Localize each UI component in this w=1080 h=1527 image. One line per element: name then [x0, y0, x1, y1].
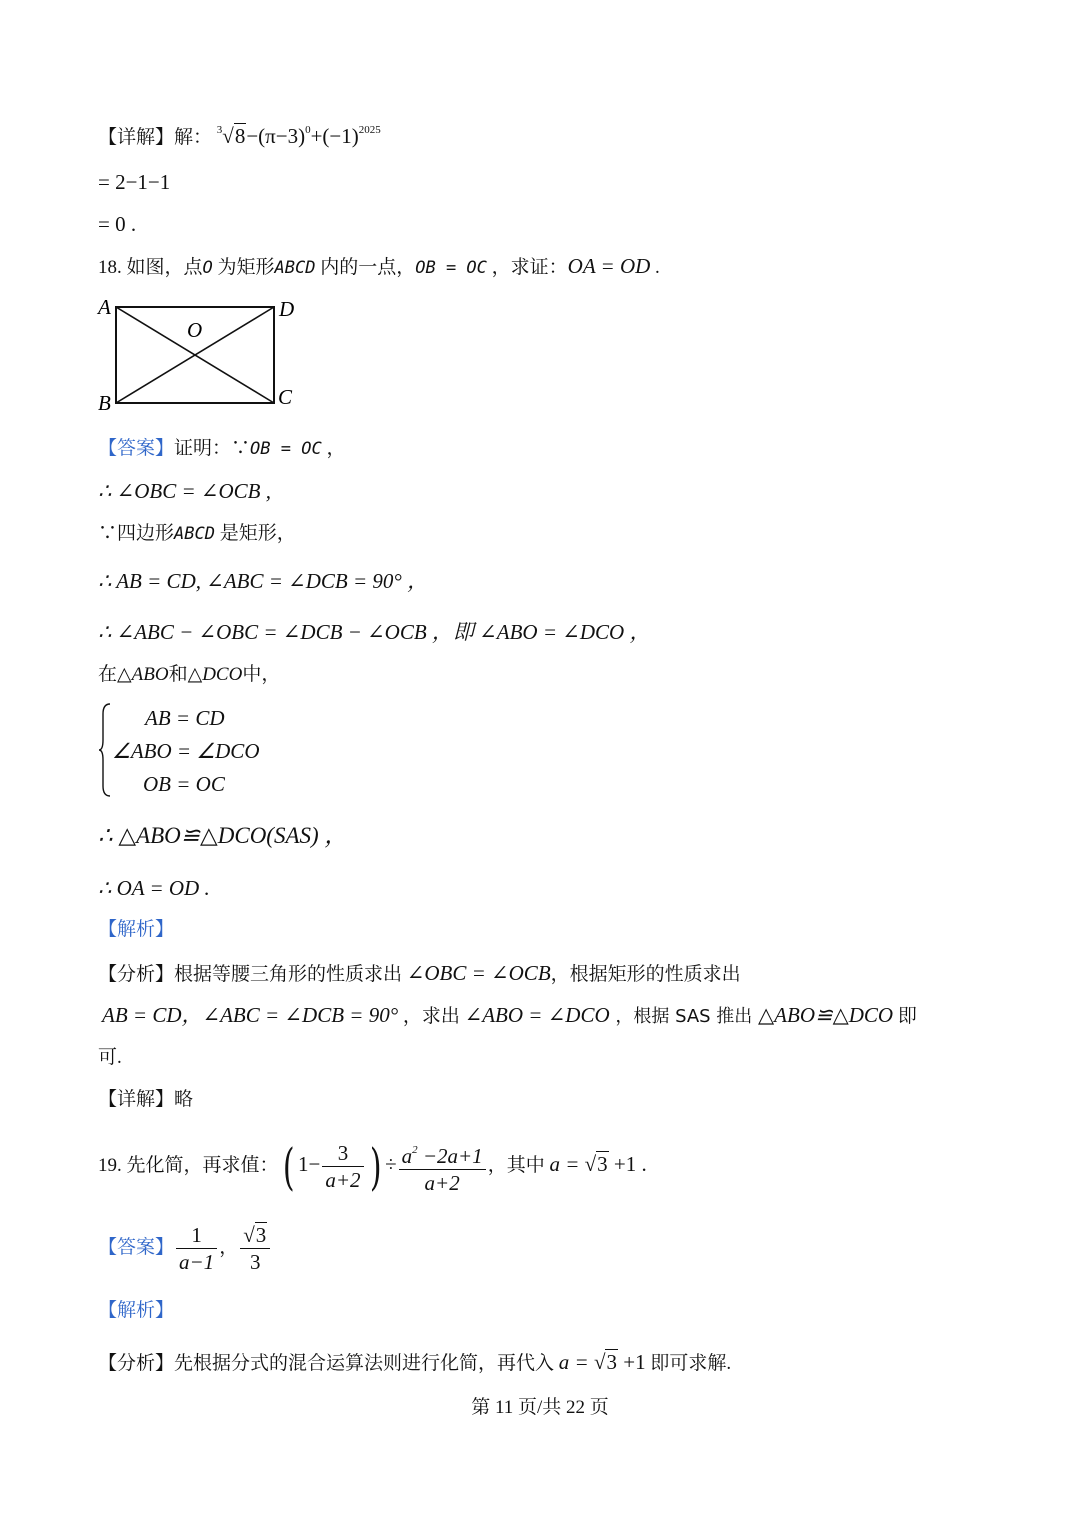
- q19-fraction-2: [399, 1137, 486, 1196]
- fx2-c: ∠ABO = ∠DCO: [464, 1003, 610, 1027]
- fx4-e: 即可求解.: [645, 1353, 732, 1374]
- fx2-f: 即: [893, 1006, 917, 1027]
- fx4-sqrt-sign: √: [593, 1350, 606, 1374]
- q19-f1-den: a+2: [325, 1168, 361, 1193]
- fx2-b: ，求出: [398, 1006, 465, 1027]
- q18-end: .: [650, 257, 660, 278]
- q18-abcd: ABCD: [274, 258, 316, 278]
- detail-line-2: [98, 1088, 193, 1112]
- label-o: O: [187, 318, 203, 342]
- page-footer: 第 11 页/共 22 页: [471, 1397, 609, 1418]
- fenxi-line-1: [98, 961, 741, 987]
- question-18: [98, 254, 660, 280]
- label-d: D: [279, 297, 295, 321]
- fenxi2-label: 【分析】: [98, 1353, 175, 1374]
- proof-line-3: ∴ AB = CD, ∠ABC = ∠DCB = 90° ，: [98, 569, 429, 593]
- root-radicand: 8: [234, 124, 246, 148]
- analysis2-label: 【解析】: [98, 1300, 175, 1321]
- fx2-d: ，根据 SAS 推出: [609, 1006, 759, 1027]
- ans2-sqrt-sign: √: [243, 1223, 255, 1248]
- fx-b: ∠OBC = ∠OCB: [406, 961, 551, 985]
- analysis-label: 【解析】: [98, 919, 175, 940]
- q18-goal: OA = OD: [567, 254, 651, 278]
- fx4-d: +1: [617, 1350, 646, 1374]
- ans2-f1-den: a−1: [179, 1250, 215, 1275]
- q18-text-d: ，求证：: [486, 257, 568, 278]
- l5-tri-dco: △DCO: [187, 664, 243, 685]
- answer-comma: ，: [321, 438, 346, 459]
- proof-line-1: ∴ ∠OBC = ∠OCB ,: [98, 479, 271, 503]
- q19-text: 先化简，再求值：: [126, 1155, 279, 1176]
- expr-sup2025: 2025: [358, 124, 381, 136]
- detail-label: 【详解】: [98, 127, 175, 148]
- sqrt-sign: √: [222, 124, 234, 148]
- detail2-text: 略: [174, 1089, 194, 1110]
- system-line-3: OB = OC: [143, 772, 225, 796]
- fx-a: 根据等腰三角形的性质求出: [174, 964, 407, 985]
- ans2-fraction-2: [240, 1222, 270, 1275]
- fenxi-line-3: 可.: [98, 1047, 122, 1068]
- system-line-1: AB = CD: [145, 706, 225, 730]
- detail-solve: 解：: [174, 127, 213, 148]
- l5-b: 和: [168, 664, 188, 685]
- q18-number: 18.: [98, 257, 127, 278]
- q18-text-c: 内的一点，: [315, 257, 416, 278]
- ans2-fraction-1: [176, 1222, 217, 1275]
- ans2-f2-den: 3: [249, 1250, 261, 1275]
- l2-c: 是矩形，: [214, 523, 296, 544]
- right-paren: ): [369, 1137, 382, 1196]
- proof-line-2: [98, 522, 296, 546]
- q19-f1-num: 3: [322, 1140, 363, 1167]
- answer2-line: [98, 1218, 272, 1278]
- answer-label: 【答案】: [98, 438, 175, 459]
- proof-line-5: [98, 663, 280, 687]
- l4-b: ∠ABO = ∠DCO ，: [479, 620, 651, 644]
- l5-tri-abo: △ABO: [117, 664, 169, 685]
- answer-condition: OB = OC: [250, 439, 322, 459]
- label-c: C: [278, 385, 293, 409]
- question-19: [98, 1134, 647, 1197]
- expr-mid: −(π−3): [246, 124, 306, 148]
- q19-one-minus: 1−: [298, 1152, 321, 1176]
- l2-abcd: ABCD: [174, 524, 215, 544]
- proof-line-6: ∴ △ABO≌△DCO(SAS) ，: [98, 823, 348, 848]
- expr-sup0: 0: [305, 124, 311, 136]
- ans2-f2-num: 3: [255, 1223, 267, 1248]
- q19-divide: ÷: [385, 1152, 397, 1176]
- detail2-label: 【详解】: [98, 1089, 175, 1110]
- q19-a-eq: a =: [549, 1152, 585, 1176]
- fx2-a: AB = CD，∠ABC = ∠DCB = 90°: [102, 1003, 399, 1027]
- l5-c: 中，: [242, 664, 281, 685]
- proof-line-4: [98, 620, 650, 646]
- ans2-f1-num: 1: [176, 1222, 217, 1249]
- q18-point-o: O: [202, 258, 213, 278]
- answer-line: [98, 437, 345, 461]
- q19-f2-den: a+2: [424, 1171, 460, 1196]
- q19-plus1: +1 .: [608, 1152, 647, 1176]
- ans2-comma: ，: [219, 1237, 239, 1258]
- q19-fraction-1: [322, 1140, 363, 1193]
- l4-a: ∴ ∠ABC − ∠OBC = ∠DCB − ∠OCB ，即: [98, 620, 480, 644]
- l2-a: ∵四边形: [98, 523, 175, 544]
- brace-icon: [98, 702, 112, 798]
- answer2-label: 【答案】: [98, 1237, 175, 1258]
- q19-sqrt3: 3: [597, 1152, 608, 1176]
- step2: = 0 .: [98, 212, 137, 236]
- step1: = 2−1−1: [98, 170, 171, 194]
- left-paren: (: [282, 1137, 295, 1196]
- system-line-2: ∠ABO = ∠DCO: [112, 739, 260, 763]
- q19-where: ，其中: [487, 1155, 550, 1176]
- fenxi-line-2: [102, 1003, 917, 1029]
- answer-proof: 证明：∵: [174, 438, 251, 459]
- fenxi2-line: [98, 1350, 731, 1376]
- l5-a: 在: [98, 664, 118, 685]
- q19-f2-num-a: a: [401, 1144, 413, 1169]
- proof-line-7: ∴ OA = OD .: [98, 876, 210, 900]
- detail-line: [98, 118, 381, 150]
- q19-f2-num-b: −2a+1: [417, 1144, 483, 1169]
- q19-sqrt-sign: √: [584, 1152, 597, 1176]
- fx2-e: △ABO≌△DCO: [758, 1003, 894, 1027]
- q19-number: 19.: [98, 1155, 127, 1176]
- expr-plus: +(−1): [310, 124, 359, 148]
- fx4-b: a =: [558, 1350, 594, 1374]
- q18-text-b: 为矩形: [212, 257, 275, 278]
- q18-text-a: 如图，点: [126, 257, 203, 278]
- fx4-c: 3: [606, 1350, 617, 1374]
- q19-f2-num-sup: 2: [412, 1144, 418, 1157]
- label-a: A: [98, 295, 111, 319]
- q18-condition: OB = OC: [415, 258, 487, 278]
- root-index: 3: [216, 124, 223, 136]
- expression: [217, 124, 381, 148]
- fx-c: ，根据矩形的性质求出: [550, 964, 741, 985]
- fx4-a: 先根据分式的混合运算法则进行化简，再代入: [174, 1353, 559, 1374]
- label-b: B: [98, 391, 111, 415]
- fenxi-label: 【分析】: [98, 964, 175, 985]
- rectangle-figure: [92, 290, 312, 420]
